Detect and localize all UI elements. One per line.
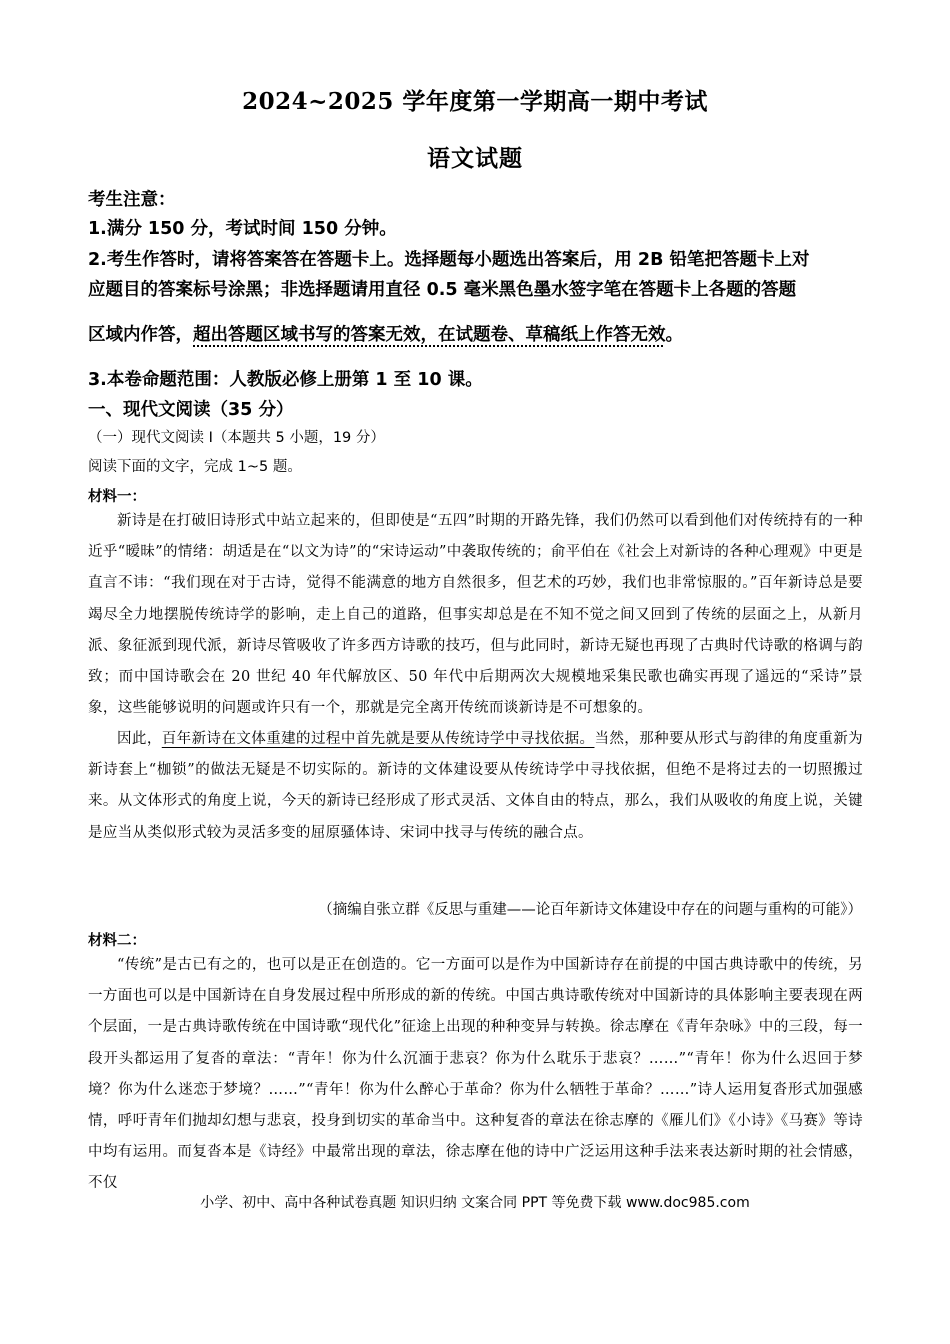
material-2-paragraph-1: “传统”是古已有之的，也可以是正在创造的。它一方面可以是作为中国新诗存在前提的中国古典诗歌中的传统，另一方面也可以是中国新诗在自身发展过程中所形成的新的传统。中国古典诗歌传统对中国新诗的具体影响主要表现在两个层面，一是古典诗歌传统在中国诗歌“现代化”征途上出现的种种变异与转换。徐志摩在《青年杂咏》中的三段，每一段开头都运用了复沓的章法：“青年！你为什么沉湎于悲哀？你为什么耽乐于悲哀？……”“青年！你为什么迟回于梦境？你为什么迷恋于梦境？……”“青年！你为什么醉心于革命？你为什么牺牲于革命？……”诗人运用复沓形式加强感情，呼吁青年们抛却幻想与悲哀，投身到切实的革命当中。这种复沓的章法在徐志摩的《雁儿们》《小诗》《马赛》等诗中均有运用。而复沓本是《诗经》中最常出现的章法，徐志摩在他的诗中广泛运用这种手法来表达新时期的社会情感，不仅 (88, 957, 863, 1192)
section-instruction: 阅读下面的文字，完成 1~5 题。 (88, 459, 302, 475)
material-1-paragraph-1: 新诗是在打破旧诗形式中站立起来的，但即使是“五四”时期的开路先锋，我们仍然可以看到他们对传统持有的一种近乎“暧昧”的情绪：胡适是在“以文为诗”的“宋诗运动”中袭取传统的；俞平伯在《社会上对新诗的各种心理观》中更是直言不讳：“我们现在对于古诗，觉得不能满意的地方自然很多，但艺术的巧妙，我们也非常惊服的。”百年新诗总是要竭尽全力地摆脱传统诗学的影响，走上自己的道路，但事实却总是在不知不觉之间又回到了传统的层面之上，从新月派、象征派到现代派，新诗尽管吸收了许多西方诗歌的技巧，但与此同时，新诗无疑也再现了古典时代诗歌的格调与韵致；而中国诗歌会在 20 世纪 40 年代解放区、50 年代中后期两次大规模地采集民歌也确实再现了遥远的“采诗”景象，这些能够说明的问题或许只有一个，那就是完全离开传统而谈新诗是不可想象的。 (88, 513, 863, 717)
material-1-paragraph-2-start: 因此， (117, 731, 162, 747)
underlined-sentence: 百年新诗在文体重建的过程中首先就是要从传统诗学中寻找依据。 (161, 731, 595, 747)
notice-item-2-line-1: 2.考生作答时，请将答案答在答题卡上。选择题每小题选出答案后，用 2B 铅笔把答题卡上对 (88, 250, 810, 270)
material-2-label: 材料二： (88, 933, 146, 949)
notice-item-2-line-3-end: 。 (665, 325, 683, 345)
notice-item-1: 1.满分 150 分，考试时间 150 分钟。 (88, 219, 397, 239)
material-1-paragraph-2 (88, 724, 863, 849)
material-1-paragraph-2-rest: 当然，那种要从形式与韵律的角度重新为新诗套上“枷锁”的做法无疑是不切实际的。新诗的文体建设要从传统诗学中寻找依据，但绝不是将过去的一切照搬过来。从文体形式的角度上说，今天的新诗已经形成了形式灵活、文体自由的特点，那么，我们从吸收的角度上说，关键是应当从类似形式较为灵活多变的屈原骚体诗、宋词中找寻与传统的融合点。 (88, 731, 863, 841)
notice-item-2-line-3 (88, 321, 683, 346)
notice-item-2-line-2: 应题目的答案标号涂黑；非选择题请用直径 0.5 毫米黑色墨水签字笔在答题卡上各题的答题 (88, 280, 797, 300)
notice-heading: 考生注意： (88, 190, 176, 210)
material-1-source: （摘编自张立群《反思与重建——论百年新诗文体建设中存在的问题与重构的可能》） (318, 902, 862, 918)
exam-title: 2024~2025 学年度第一学期高一期中考试 (242, 88, 708, 115)
notice-item-2-line-3-start: 区域内作答， (88, 325, 193, 345)
section-heading: 一、现代文阅读（35 分） (88, 400, 294, 420)
notice-item-3: 3.本卷命题范围：人教版必修上册第 1 至 10 课。 (88, 370, 483, 390)
page-footer: 小学、初中、高中各种试卷真题 知识归纳 文案合同 PPT 等免费下载 www.doc985.com (200, 1195, 750, 1211)
material-1-label: 材料一： (88, 489, 146, 505)
notice-emphasis-text: 超出答题区域书写的答案无效，在试题卷、草稿纸上作答无效 (193, 325, 666, 345)
exam-subject: 语文试题 (427, 145, 523, 172)
section-sub-heading: （一）现代文阅读 Ⅰ（本题共 5 小题，19 分） (88, 430, 385, 446)
